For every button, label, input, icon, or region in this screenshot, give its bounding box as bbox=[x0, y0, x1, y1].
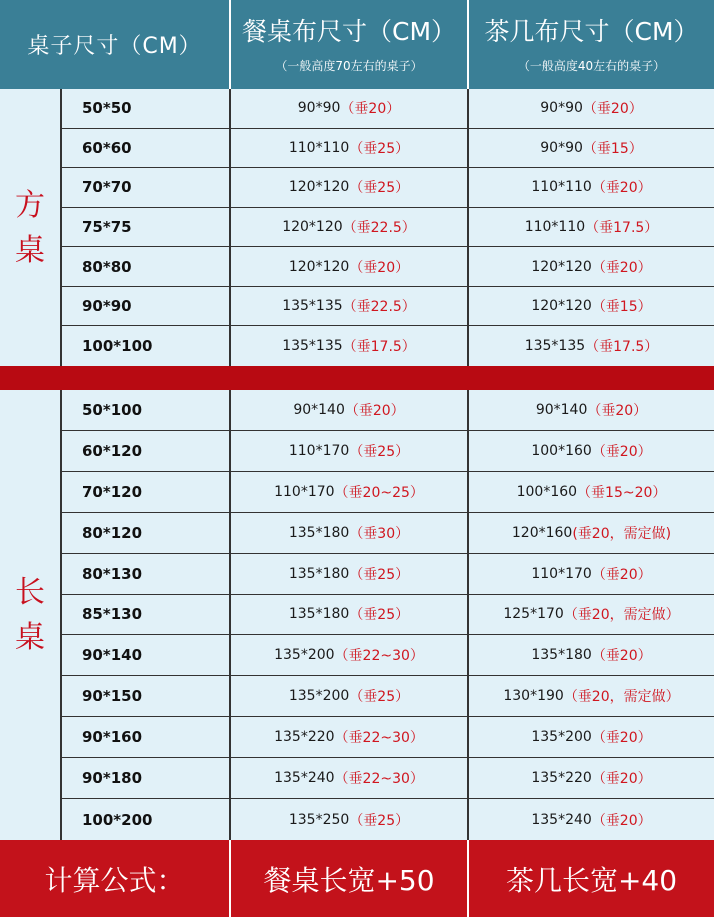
coffee-cloth-drop: （垂20） bbox=[591, 259, 652, 276]
coffee-cloth-size: 110*110 bbox=[524, 218, 586, 235]
dining-cloth-drop: （垂25） bbox=[349, 689, 410, 706]
square-table-section bbox=[0, 89, 714, 366]
header-coffee-subtitle: （一般高度40左右的桌子） bbox=[517, 59, 666, 73]
dining-cloth-drop: （垂20） bbox=[349, 259, 410, 276]
header-dining-subtitle: （一般高度70左右的桌子） bbox=[275, 59, 423, 73]
table-row bbox=[60, 326, 714, 366]
coffee-cloth-cell bbox=[467, 717, 714, 757]
coffee-cloth-drop: （垂15） bbox=[582, 140, 643, 157]
dining-cloth-size: 90*140 bbox=[293, 401, 345, 418]
table-size-cell: 80*80 bbox=[60, 247, 229, 286]
dining-cloth-cell bbox=[229, 554, 467, 594]
dining-formula: 餐桌长宽+50 bbox=[229, 840, 467, 917]
dining-cloth-drop: （垂25） bbox=[349, 140, 410, 157]
table-row bbox=[60, 472, 714, 513]
table-row bbox=[60, 168, 714, 208]
dining-cloth-size: 135*220 bbox=[274, 729, 335, 746]
table-size-cell: 70*70 bbox=[60, 168, 229, 207]
coffee-cloth-size: 110*110 bbox=[531, 179, 592, 196]
coffee-cloth-cell bbox=[467, 287, 714, 326]
coffee-cloth-size: 125*170 bbox=[503, 606, 564, 623]
table-row bbox=[60, 799, 714, 840]
dining-cloth-cell bbox=[229, 247, 467, 286]
formula-footer bbox=[0, 840, 714, 917]
table-size-cell: 90*180 bbox=[60, 758, 229, 798]
table-row bbox=[60, 431, 714, 472]
dining-cloth-size: 135*240 bbox=[274, 770, 335, 787]
coffee-cloth-size: 90*90 bbox=[540, 139, 583, 156]
coffee-cloth-cell bbox=[467, 168, 714, 207]
coffee-cloth-cell bbox=[467, 326, 714, 366]
dining-cloth-size: 110*170 bbox=[274, 483, 335, 500]
table-row bbox=[60, 390, 714, 431]
dining-cloth-size: 110*110 bbox=[288, 139, 350, 156]
table-row bbox=[60, 595, 714, 636]
dining-cloth-cell bbox=[229, 326, 467, 366]
coffee-cloth-size: 130*190 bbox=[503, 688, 564, 705]
coffee-cloth-size: 90*90 bbox=[540, 100, 583, 117]
dining-cloth-cell bbox=[229, 758, 467, 798]
table-row bbox=[60, 247, 714, 287]
table-row bbox=[60, 717, 714, 758]
table-header bbox=[0, 0, 714, 89]
table-size-cell: 90*140 bbox=[60, 635, 229, 675]
coffee-cloth-drop: （垂20，需定做） bbox=[563, 689, 680, 706]
coffee-cloth-cell bbox=[467, 595, 714, 635]
dining-cloth-drop: （垂22~30） bbox=[334, 648, 424, 665]
coffee-cloth-size: 120*120 bbox=[531, 258, 592, 275]
dining-cloth-drop: （垂25） bbox=[349, 607, 410, 624]
table-size-cell: 90*150 bbox=[60, 676, 229, 716]
dining-cloth-drop: （垂22~30） bbox=[334, 730, 424, 747]
coffee-cloth-drop: （垂15） bbox=[591, 299, 652, 316]
coffee-cloth-cell bbox=[467, 89, 714, 128]
coffee-cloth-size: 135*180 bbox=[531, 647, 592, 664]
group-label-char: 方 bbox=[15, 187, 45, 223]
table-size-cell: 85*130 bbox=[60, 595, 229, 635]
coffee-cloth-drop: （垂20） bbox=[591, 566, 652, 583]
header-coffee-cloth bbox=[467, 0, 714, 89]
dining-cloth-size: 135*135 bbox=[282, 338, 343, 355]
dining-cloth-drop: （垂17.5） bbox=[342, 339, 416, 356]
coffee-cloth-size: 135*135 bbox=[524, 338, 586, 355]
section-divider bbox=[0, 366, 714, 390]
dining-cloth-size: 90*90 bbox=[297, 100, 341, 117]
dining-cloth-cell bbox=[229, 287, 467, 326]
dining-cloth-cell bbox=[229, 431, 467, 471]
dining-cloth-drop: （垂20） bbox=[340, 101, 401, 118]
coffee-cloth-size: 135*200 bbox=[531, 729, 592, 746]
dining-cloth-cell bbox=[229, 472, 467, 512]
table-size-cell: 70*120 bbox=[60, 472, 229, 512]
dining-cloth-cell bbox=[229, 390, 467, 430]
coffee-cloth-drop: （垂20） bbox=[582, 101, 643, 118]
coffee-cloth-cell bbox=[467, 758, 714, 798]
dining-cloth-drop: （垂20~25） bbox=[334, 484, 424, 501]
dining-cloth-drop: （垂20） bbox=[344, 402, 405, 419]
dining-cloth-cell bbox=[229, 595, 467, 635]
coffee-cloth-size: 120*120 bbox=[531, 298, 592, 315]
table-row bbox=[60, 758, 714, 799]
coffee-cloth-drop: （垂17.5） bbox=[585, 339, 659, 356]
coffee-cloth-drop: （垂20） bbox=[591, 771, 652, 788]
coffee-cloth-drop: （垂15~20） bbox=[577, 484, 667, 501]
table-size-cell: 60*120 bbox=[60, 431, 229, 471]
dining-cloth-drop: （垂30） bbox=[349, 525, 410, 542]
coffee-cloth-drop: （垂20） bbox=[591, 730, 652, 747]
dining-cloth-cell bbox=[229, 676, 467, 716]
coffee-cloth-size: 135*220 bbox=[531, 770, 592, 787]
dining-cloth-size: 110*170 bbox=[288, 442, 350, 459]
dining-cloth-size: 135*200 bbox=[288, 688, 350, 705]
dining-cloth-size: 135*180 bbox=[288, 606, 350, 623]
table-size-cell: 50*50 bbox=[60, 89, 229, 128]
dining-cloth-size: 135*200 bbox=[274, 647, 335, 664]
rect-table-section bbox=[0, 390, 714, 840]
formula-label: 计算公式： bbox=[44, 863, 185, 897]
dining-cloth-size: 135*250 bbox=[288, 811, 350, 828]
table-row bbox=[60, 287, 714, 327]
dining-cloth-size: 135*135 bbox=[282, 298, 343, 315]
coffee-formula: 茶几长宽+40 bbox=[467, 840, 714, 917]
dining-cloth-drop: （垂22.5） bbox=[342, 299, 416, 316]
dining-cloth-size: 135*180 bbox=[288, 565, 350, 582]
table-size-cell: 50*100 bbox=[60, 390, 229, 430]
dining-cloth-cell bbox=[229, 129, 467, 168]
coffee-cloth-drop: （垂20） bbox=[591, 443, 652, 460]
group-label-rect bbox=[0, 390, 60, 840]
coffee-cloth-drop: （垂20） bbox=[591, 648, 652, 665]
coffee-cloth-cell bbox=[467, 208, 714, 247]
table-size-cell: 75*75 bbox=[60, 208, 229, 247]
group-label-char: 桌 bbox=[15, 232, 45, 268]
table-size-cell: 80*120 bbox=[60, 513, 229, 553]
table-row bbox=[60, 513, 714, 554]
table-row bbox=[60, 208, 714, 248]
dining-cloth-drop: （垂25） bbox=[349, 443, 410, 460]
dining-cloth-drop: （垂25） bbox=[349, 180, 410, 197]
dining-cloth-size: 120*120 bbox=[282, 218, 343, 235]
coffee-cloth-drop: （垂20） bbox=[591, 812, 652, 829]
coffee-cloth-cell bbox=[467, 799, 714, 840]
coffee-cloth-cell bbox=[467, 635, 714, 675]
coffee-cloth-cell bbox=[467, 554, 714, 594]
coffee-cloth-cell bbox=[467, 472, 714, 512]
table-size-cell: 100*200 bbox=[60, 799, 229, 840]
dining-cloth-size: 120*120 bbox=[288, 258, 350, 275]
coffee-cloth-size: 100*160 bbox=[531, 442, 592, 459]
dining-cloth-drop: （垂25） bbox=[349, 812, 410, 829]
coffee-cloth-cell bbox=[467, 431, 714, 471]
dining-cloth-cell bbox=[229, 513, 467, 553]
header-dining-cloth bbox=[229, 0, 467, 89]
coffee-cloth-cell bbox=[467, 676, 714, 716]
coffee-cloth-drop: （垂20，需定做） bbox=[563, 607, 680, 624]
header-dining-title: 餐桌布尺寸（CM） bbox=[241, 17, 457, 46]
dining-cloth-cell bbox=[229, 717, 467, 757]
table-row bbox=[60, 635, 714, 676]
coffee-cloth-size: 110*170 bbox=[531, 565, 592, 582]
coffee-cloth-drop: (垂20，需定做) bbox=[572, 525, 672, 542]
coffee-cloth-drop: （垂20） bbox=[591, 180, 652, 197]
coffee-cloth-size: 120*160 bbox=[511, 524, 573, 541]
table-row bbox=[60, 676, 714, 717]
dining-cloth-size: 135*180 bbox=[288, 524, 350, 541]
coffee-cloth-size: 90*140 bbox=[535, 401, 588, 418]
coffee-cloth-cell bbox=[467, 390, 714, 430]
dining-cloth-cell bbox=[229, 635, 467, 675]
dining-cloth-cell bbox=[229, 89, 467, 128]
coffee-cloth-drop: （垂17.5） bbox=[585, 219, 659, 236]
table-size-cell: 90*90 bbox=[60, 287, 229, 326]
table-size-cell: 60*60 bbox=[60, 129, 229, 168]
coffee-cloth-size: 100*160 bbox=[516, 483, 578, 500]
group-label-char: 长 bbox=[15, 575, 45, 610]
dining-cloth-cell bbox=[229, 168, 467, 207]
coffee-cloth-cell bbox=[467, 513, 714, 553]
coffee-cloth-cell bbox=[467, 129, 714, 168]
table-size-cell: 80*130 bbox=[60, 554, 229, 594]
dining-cloth-cell bbox=[229, 208, 467, 247]
dining-cloth-drop: （垂22.5） bbox=[342, 219, 416, 236]
table-size-cell: 90*160 bbox=[60, 717, 229, 757]
coffee-cloth-size: 135*240 bbox=[531, 811, 592, 828]
table-row bbox=[60, 89, 714, 129]
coffee-cloth-drop: （垂20） bbox=[587, 402, 648, 419]
dining-cloth-cell bbox=[229, 799, 467, 840]
dining-cloth-drop: （垂25） bbox=[349, 566, 410, 583]
group-label-square bbox=[0, 89, 60, 366]
dining-cloth-size: 120*120 bbox=[288, 179, 350, 196]
table-size-cell: 100*100 bbox=[60, 326, 229, 366]
header-table-size: 桌子尺寸（CM） bbox=[27, 34, 202, 59]
dining-cloth-drop: （垂22~30） bbox=[334, 771, 424, 788]
table-row bbox=[60, 129, 714, 169]
coffee-cloth-cell bbox=[467, 247, 714, 286]
group-label-char: 桌 bbox=[15, 620, 45, 655]
table-row bbox=[60, 554, 714, 595]
header-coffee-title: 茶几布尺寸（CM） bbox=[484, 17, 699, 46]
